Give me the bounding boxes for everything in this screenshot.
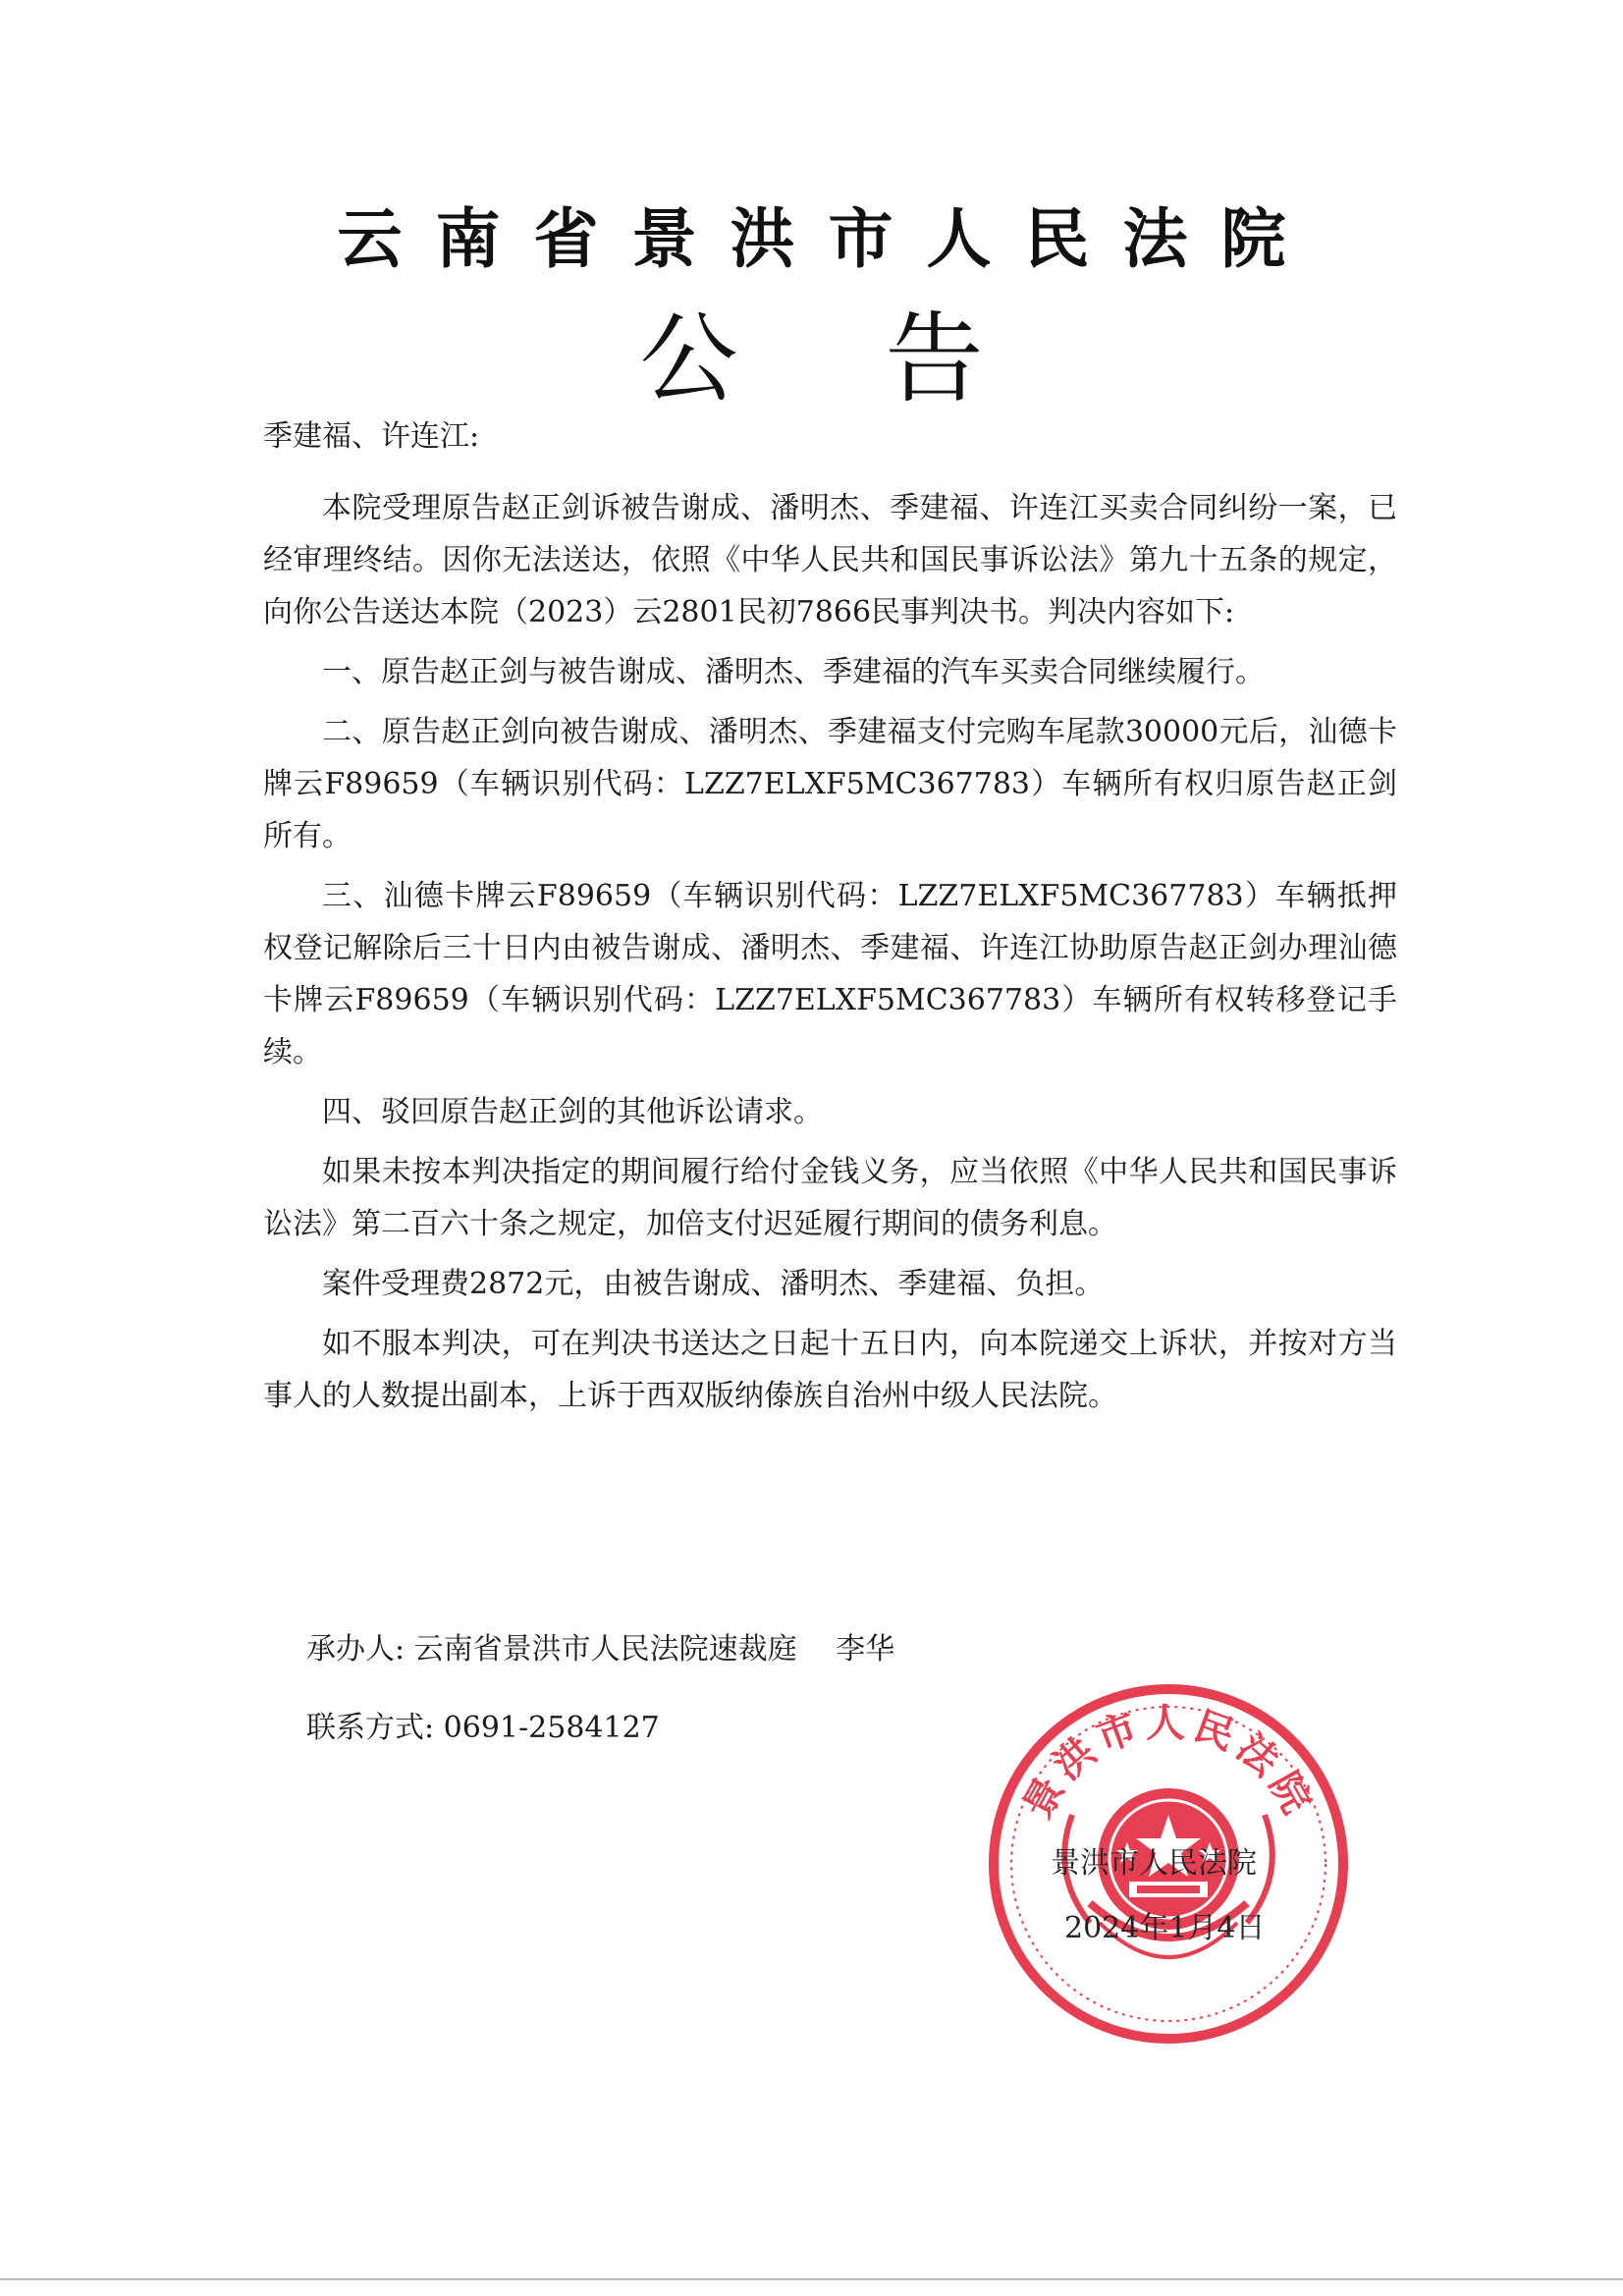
contact-label: 联系方式: [306, 1711, 435, 1745]
handler-label: 承办人: [306, 1632, 406, 1667]
signature-block [306, 1611, 894, 1768]
judgment-item-3: 三、汕德卡牌云F89659（车辆识别代码：LZZ7ELXF5MC367783）车辆抵押权登记解除后三十日内由被告谢成、潘明杰、季建福、许连江协助原告赵正剑办理汕德卡牌云F89659（车辆识别代码：LZZ7ELXF5MC367783）车辆所有权转移登记手续。 [263, 879, 1397, 1069]
paragraph-fee: 案件受理费2872元，由被告谢成、潘明杰、季建福、负担。 [322, 1267, 1105, 1301]
paragraph-intro: 本院受理原告赵正剑诉被告谢成、潘明杰、季建福、许连江买卖合同纠纷一案，已经审理终结。因你无法送达，依照《中华人民共和国民事诉讼法》第九十五条的规定，向你公告送达本院（2023）云2801民初7866民事判决书。判决内容如下: [263, 491, 1397, 629]
issue-date: 2024年1月4日 [1064, 1911, 1266, 1945]
handler-name: 李华 [836, 1632, 895, 1667]
contact-value: 0691-2584127 [443, 1711, 660, 1745]
addressee: 季建福、许连江: [263, 419, 480, 454]
handler-value: 云南省景洪市人民法院速裁庭 [413, 1632, 797, 1667]
contact-row [306, 1689, 894, 1768]
judgment-item-4: 四、驳回原告赵正剑的其他诉讼请求。 [322, 1095, 823, 1129]
court-name-heading: 云南省景洪市人民法院 [337, 201, 1320, 277]
judgment-item-1: 一、原告赵正剑与被告谢成、潘明杰、季建福的汽车买卖合同继续履行。 [322, 655, 1265, 689]
scan-edge-line [0, 2278, 1623, 2280]
seal-arc-text: 景洪市人民法院 [1013, 1700, 1324, 1827]
paragraph-appeal: 如不服本判决，可在判决书送达之日起十五日内，向本院递交上诉状，并按对方当事人的人数提出副本，上诉于西双版纳傣族自治州中级人民法院。 [263, 1327, 1397, 1413]
issuing-court: 景洪市人民法院 [1051, 1846, 1257, 1881]
announcement-body [263, 410, 1397, 1430]
announcement-title: 公告 [639, 301, 1131, 416]
judgment-item-2: 二、原告赵正剑向被告谢成、潘明杰、季建福支付完购车尾款30000元后，汕德卡牌云F89659（车辆识别代码：LZZ7ELXF5MC367783）车辆所有权归原告赵正剑所有。 [263, 715, 1397, 853]
handler-row [306, 1611, 894, 1689]
paragraph-interest-notice: 如果未按本判决指定的期间履行给付金钱义务，应当依照《中华人民共和国民事诉讼法》第二百六十条之规定，加倍支付迟延履行期间的债务利息。 [263, 1155, 1397, 1241]
